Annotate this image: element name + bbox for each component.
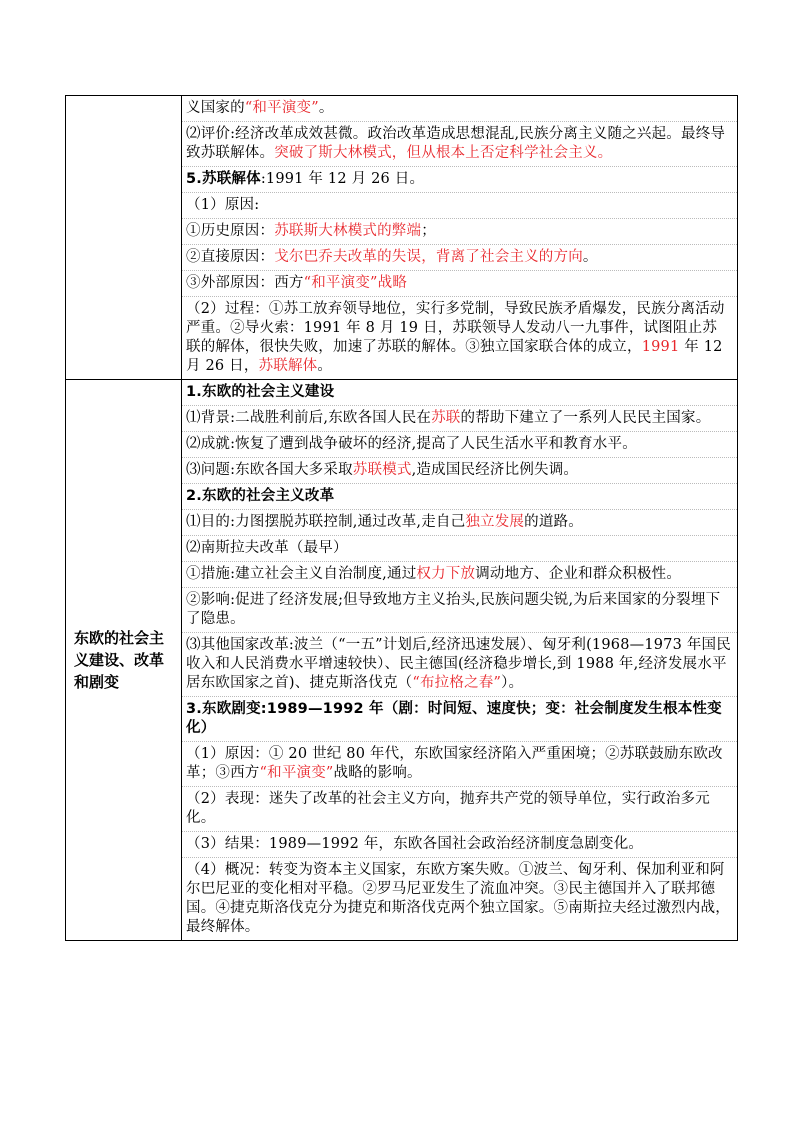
paragraph <box>182 380 737 406</box>
text-run: ②影响:促进了经济发展;但导致地方主义抬头,民族问题尖锐,为后来国家的分裂埋下了隐患。 <box>186 592 721 627</box>
key-phrase: 苏联解体 <box>258 358 318 374</box>
key-phrase: 苏联 <box>431 410 461 426</box>
content-cell-soviet <box>182 96 738 380</box>
paragraph <box>182 245 737 271</box>
paragraph <box>182 787 737 832</box>
paragraph <box>182 297 737 379</box>
paragraph-list <box>182 380 737 940</box>
paragraph <box>182 858 737 940</box>
paragraph <box>182 536 737 562</box>
text-run: ； <box>421 223 436 239</box>
text-run: ⑵成就:恢复了遭到战争破坏的经济,提高了人民生活水平和教育水平。 <box>186 436 637 452</box>
key-phrase: 权力下放 <box>416 566 476 582</box>
text-run: :1991 年 12 月 26 日。 <box>260 171 425 187</box>
text-run: ③外部原因：西方 <box>186 275 304 291</box>
paragraph <box>182 697 737 742</box>
key-phrase: 独立发展 <box>465 514 525 530</box>
text-run: ②直接原因： <box>186 249 275 265</box>
section-heading: 5.苏联解体 <box>186 171 261 187</box>
paragraph <box>182 484 737 510</box>
paragraph <box>182 122 737 167</box>
text-run: ①历史原因： <box>186 223 275 239</box>
content-cell-eastern-europe <box>182 380 738 941</box>
text-run: （1）原因: <box>186 197 260 213</box>
paragraph <box>182 458 737 484</box>
key-phrase: 苏联斯大林模式的弊端 <box>274 223 422 239</box>
paragraph <box>182 832 737 858</box>
text-run: ⑵南斯拉夫改革（最早） <box>186 540 348 556</box>
text-run: 战略的影响。 <box>333 765 422 781</box>
key-phrase: 戈尔巴乔夫改革的失误，背离了社会主义的方向 <box>274 249 583 265</box>
key-phrase: “布拉格之春” <box>412 675 502 691</box>
key-phrase: “和平演变” <box>244 100 319 116</box>
key-phrase: 苏联模式 <box>352 462 412 478</box>
paragraph <box>182 219 737 245</box>
text-run: （3）结果：1989—1992 年，东欧各国社会政治经济制度急剧变化。 <box>186 836 644 852</box>
text-run: ⑵评价:经济改革成效甚微。政治改革造成思想混乱,民族分离主义随之兴起。最终导致苏联解体。 <box>186 126 726 161</box>
text-run: （4）概况：转变为资本主义国家，东欧方案失败。①波兰、匈牙利、保加利亚和阿尔巴尼亚的变化相对平稳。②罗马尼亚发生了流血冲突。③民主德国并入了联邦德国。④捷克斯洛伐克分为捷克和斯洛伐克两个独立国家。⑤南斯拉夫经过激烈内战，最终解体。 <box>186 862 730 935</box>
key-phrase: “和平演变” <box>259 765 334 781</box>
key-phrase: 1991 <box>641 339 680 355</box>
paragraph <box>182 432 737 458</box>
section-heading: 3.东欧剧变:1989—1992 年（剧：时间短、速度快；变：社会制度发生根本性变化） <box>186 701 722 736</box>
section-heading: 1.东欧的社会主义建设 <box>186 384 335 400</box>
text-run: ⑴背景:二战胜利前后,东欧各国人民在 <box>186 410 432 426</box>
paragraph <box>182 271 737 297</box>
paragraph <box>182 742 737 787</box>
text-run: 。 <box>318 100 334 116</box>
section-heading: 2.东欧的社会主义改革 <box>186 488 335 504</box>
text-run: 的道路。 <box>524 514 583 530</box>
text-run: 调动地方、企业和群众积极性。 <box>475 566 682 582</box>
topic-title: 东欧的社会主义建设、改革和剧变 <box>74 629 165 691</box>
text-run: ⑶其他国家改革:波兰（“一五”计划后,经济迅速发展）、匈牙利(1968—1973 年国民收入和人民消费水平增速较快）、民主德国(经济稳步增长,到 1988 年,经济发展水平居东欧国家之首)、捷克斯洛伐克（ <box>186 637 731 691</box>
topic-cell <box>66 380 182 941</box>
text-run: ⑶问题:东欧各国大多采取 <box>186 462 353 478</box>
key-phrase: “和平演变”战略 <box>303 275 408 291</box>
paragraph <box>182 633 737 697</box>
paragraph <box>182 167 737 193</box>
topic-cell-empty <box>66 96 182 380</box>
paragraph <box>182 96 737 122</box>
text-run: 。 <box>317 358 333 374</box>
paragraph <box>182 406 737 432</box>
text-run: 的帮助下建立了一系列人民民主国家。 <box>460 410 711 426</box>
paragraph <box>182 510 737 536</box>
text-run: （2）过程：①苏工放弃领导地位，实行多党制，导致民族矛盾爆发，民族分离活动严重。②导火索：1991 年 8 月 19 日，苏联领导人发动八一九事件，试图阻止苏联的解体，很快失败，加速了苏联的解体。③独立国家联合体的成立， <box>186 301 725 355</box>
text-run: 义国家的 <box>186 100 245 116</box>
text-run: ）。 <box>501 675 524 691</box>
paragraph <box>182 588 737 633</box>
key-phrase: 突破了斯大林模式，但从根本上否定科学社会主义。 <box>274 145 613 161</box>
table-row-soviet-collapse <box>66 96 738 380</box>
text-run: 年 12 月 26 日， <box>186 339 723 374</box>
paragraph <box>182 193 737 219</box>
text-run: 。 <box>582 249 598 265</box>
notes-table <box>65 95 738 941</box>
text-run: ①措施:建立社会主义自治制度,通过 <box>186 566 417 582</box>
text-run: ⑴目的:力图摆脱苏联控制,通过改革,走自己 <box>186 514 466 530</box>
text-run: ,造成国民经济比例失调。 <box>411 462 579 478</box>
table-row-eastern-europe <box>66 380 738 941</box>
text-run: （1）原因：① 20 世纪 80 年代，东欧国家经济陷入严重困境；②苏联鼓励东欧改革；③西方 <box>186 746 723 781</box>
paragraph-list <box>182 96 737 379</box>
text-run: （2）表现：迷失了改革的社会主义方向，抛弃共产党的领导单位，实行政治多元化。 <box>186 791 710 826</box>
paragraph <box>182 562 737 588</box>
